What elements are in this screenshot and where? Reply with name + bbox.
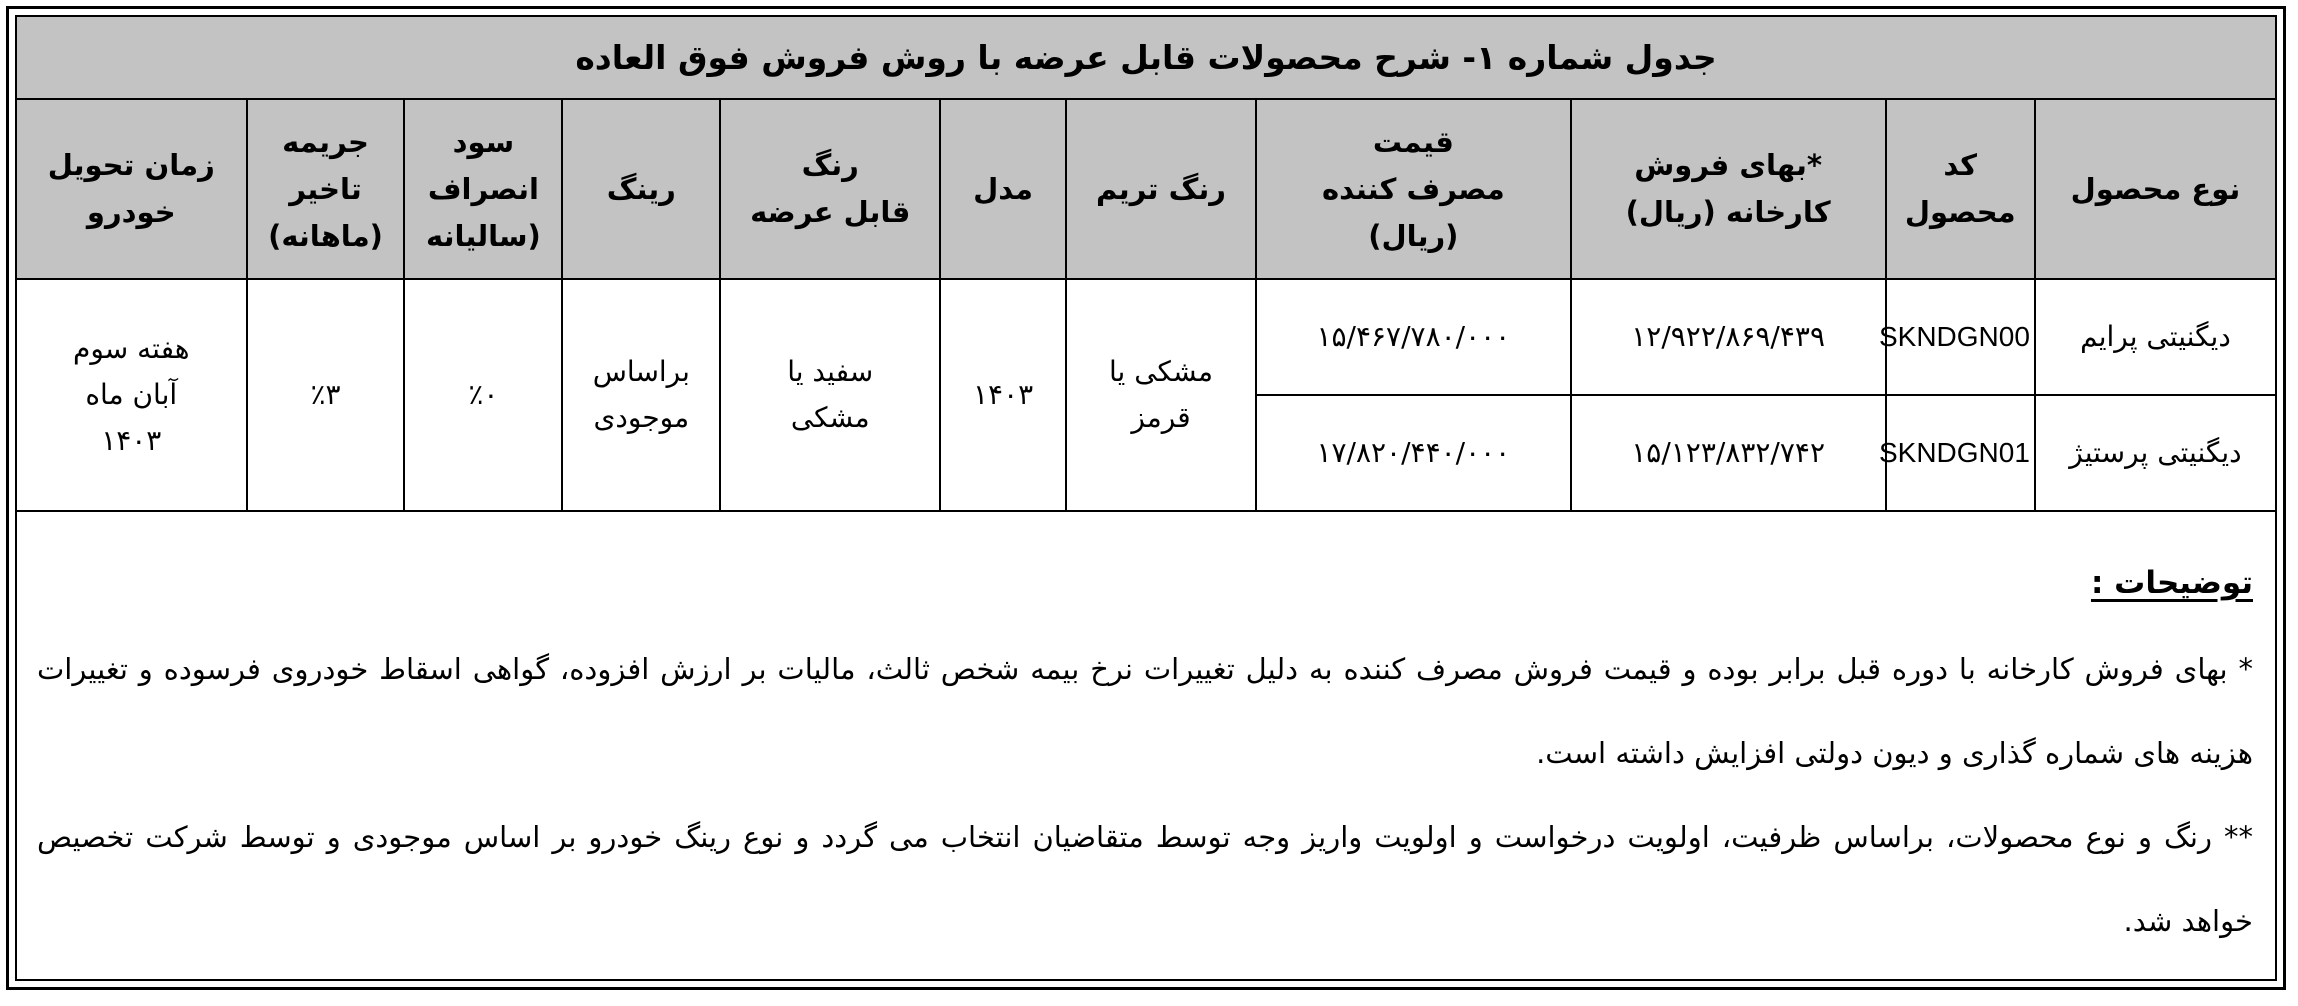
cell-product-type: دیگنیتی پرایم	[2035, 279, 2275, 395]
cell-rim: براساس موجودی	[562, 279, 720, 511]
note-item-price: * بهای فروش کارخانه با دوره قبل برابر بوده و قیمت فروش مصرف کننده به دلیل تغییرات نرخ بیمه شخص ثالث، مالیات بر ارزش افزوده، گواهی اسقاط خودروی فرسوده و تغییرات هزینه های شماره گذاری و دیون دولتی افزایش داشته است.	[37, 652, 2253, 770]
cell-delay-penalty: ٪۳	[247, 279, 405, 511]
cell-cancel-profit: ٪۰	[404, 279, 562, 511]
products-table	[17, 17, 2275, 512]
header-model: مدل	[940, 99, 1066, 279]
header-cancel-profit: سود انصراف (سالیانه	[404, 99, 562, 279]
cell-product-code: SKNDGN00	[1886, 279, 2035, 395]
cell-model: ۱۴۰۳	[940, 279, 1066, 511]
header-consumer-price: قیمت مصرف کننده (ریال)	[1256, 99, 1571, 279]
header-available-color: رنگ قابل عرضه	[720, 99, 940, 279]
header-delivery-time: زمان تحویل خودرو	[17, 99, 247, 279]
notes-section	[37, 565, 2253, 963]
header-product-code: کد محصول	[1886, 99, 2035, 279]
cell-product-type: دیگنیتی پرستیژ	[2035, 395, 2275, 511]
header-factory-price: *بهای فروش کارخانه (ریال)	[1571, 99, 1886, 279]
cell-factory-price: ۱۵/۱۲۳/۸۳۲/۷۴۲	[1571, 395, 1886, 511]
header-product-type: نوع محصول	[2035, 99, 2275, 279]
table-row	[17, 279, 2275, 395]
notes-title: توضیحات :	[2090, 565, 2253, 601]
cell-consumer-price: ۱۷/۸۲۰/۴۴۰/۰۰۰	[1256, 395, 1571, 511]
cell-product-code: SKNDGN01	[1886, 395, 2035, 511]
note-item-color: ** رنگ و نوع محصولات، براساس ظرفیت، اولویت درخواست و اولویت واریز وجه توسط متقاضیان انتخاب می گردد و نوع رینگ خودرو بر اساس موجودی و توسط شرکت تخصیص خواهد شد.	[37, 820, 2253, 938]
cell-factory-price: ۱۲/۹۲۲/۸۶۹/۴۳۹	[1571, 279, 1886, 395]
header-trim-color: رنگ تریم	[1066, 99, 1256, 279]
cell-available-color: سفید یا مشکی	[720, 279, 940, 511]
cell-trim-color: مشکی یا قرمز	[1066, 279, 1256, 511]
document-frame	[6, 6, 2286, 990]
header-delay-penalty: جریمه تاخیر (ماهانه)	[247, 99, 405, 279]
header-rim: رینگ	[562, 99, 720, 279]
table-title: جدول شماره ۱- شرح محصولات قابل عرضه با روش فروش فوق العاده	[17, 17, 2275, 99]
cell-consumer-price: ۱۵/۴۶۷/۷۸۰/۰۰۰	[1256, 279, 1571, 395]
document-inner-frame	[15, 15, 2277, 981]
cell-delivery-time: هفته سوم آبان ماه ۱۴۰۳	[17, 279, 247, 511]
